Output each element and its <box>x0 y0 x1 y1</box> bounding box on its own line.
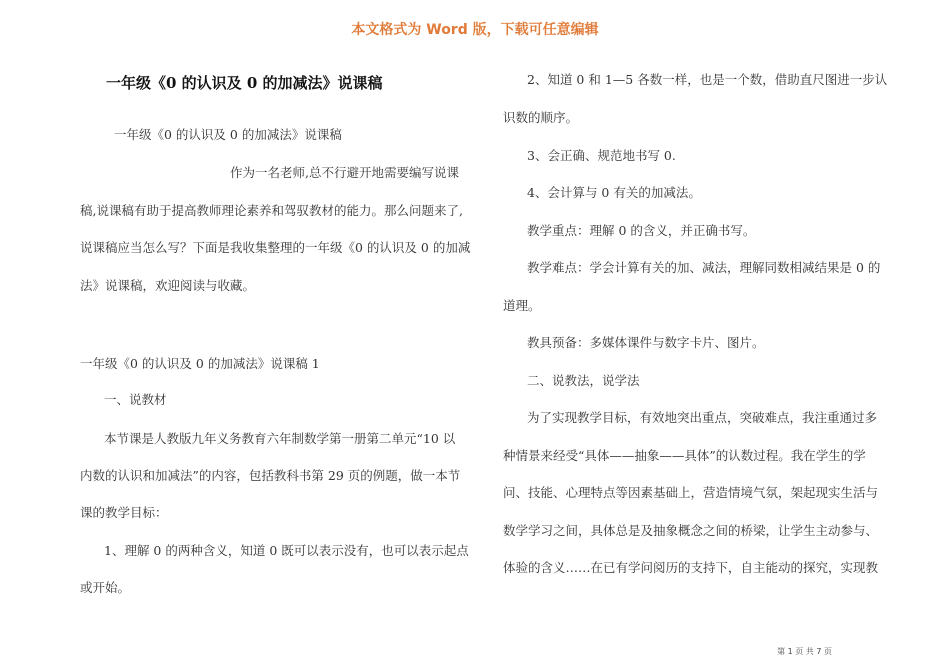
paragraph-line: 1、理解 0 的两种含义，知道 0 既可以表示没有，也可以表示起点 <box>104 543 469 558</box>
subtitle-line: 一年级《0 的认识及 0 的加减法》说课稿 <box>114 127 342 142</box>
paragraph-line: 课的教学目标： <box>80 505 168 520</box>
document-title: 一年级《0 的认识及 0 的加减法》说课稿 <box>106 74 383 92</box>
word-format-banner: 本文格式为 Word 版，下载可任意编辑 <box>351 22 599 38</box>
paragraph-line: 道理。 <box>503 298 541 313</box>
paragraph-line: 本节课是人教版九年义务教育六年制数学第一册第二单元“10 以 <box>104 431 456 446</box>
section-heading: 一年级《0 的认识及 0 的加减法》说课稿 1 <box>80 356 320 371</box>
paragraph-line: 教具预备：多媒体课件与数字卡片、图片。 <box>527 335 765 350</box>
paragraph-line: 教学重点：理解 0 的含义，并正确书写。 <box>527 223 756 238</box>
section-heading: 一、说教材 <box>104 392 167 407</box>
paragraph-line: 体验的含义……在已有学问阅历的支持下，自主能动的探究，实现教 <box>503 560 879 575</box>
paragraph-line: 教学难点：学会计算有关的加、减法，理解同数相减结果是 0 的 <box>527 260 881 275</box>
paragraph-line: 说课稿应当怎么写？下面是我收集整理的一年级《0 的认识及 0 的加减 <box>80 240 471 255</box>
paragraph-line: 问、技能、心理特点等因素基础上，营造情境气氛，架起现实生活与 <box>503 485 879 500</box>
paragraph-line: 法》说课稿，欢迎阅读与收藏。 <box>80 278 256 293</box>
paragraph-line: 种情景来经受“具体——抽象——具体”的认数过程。我在学生的学 <box>503 448 866 463</box>
paragraph-line: 作为一名老师,总不行避开地需要编写说课 <box>230 165 459 180</box>
paragraph-line: 为了实现教学目标，有效地突出重点，突破难点，我注重通过多 <box>527 410 878 425</box>
paragraph-line: 稿,说课稿有助于提高教师理论素养和驾驭教材的能力。那么问题来了, <box>80 203 463 218</box>
page-number-footer: 第 1 页 共 7 页 <box>777 647 832 656</box>
paragraph-line: 3、会正确、规范地书写 0. <box>527 148 676 163</box>
section-heading: 二、说教法，说学法 <box>527 373 640 388</box>
paragraph-line: 识数的顺序。 <box>503 110 579 125</box>
paragraph-line: 内数的认识和加减法”的内容，包括教科书第 29 页的例题，做一本节 <box>80 468 461 483</box>
paragraph-line: 或开始。 <box>80 580 131 595</box>
paragraph-line: 4、会计算与 0 有关的加减法。 <box>527 185 701 200</box>
paragraph-line: 2、知道 0 和 1—5 各数一样，也是一个数，借助直尺图进一步认 <box>527 72 888 87</box>
paragraph-line: 数学学习之间，具体总是及抽象概念之间的桥梁，让学生主动参与、 <box>503 523 879 538</box>
